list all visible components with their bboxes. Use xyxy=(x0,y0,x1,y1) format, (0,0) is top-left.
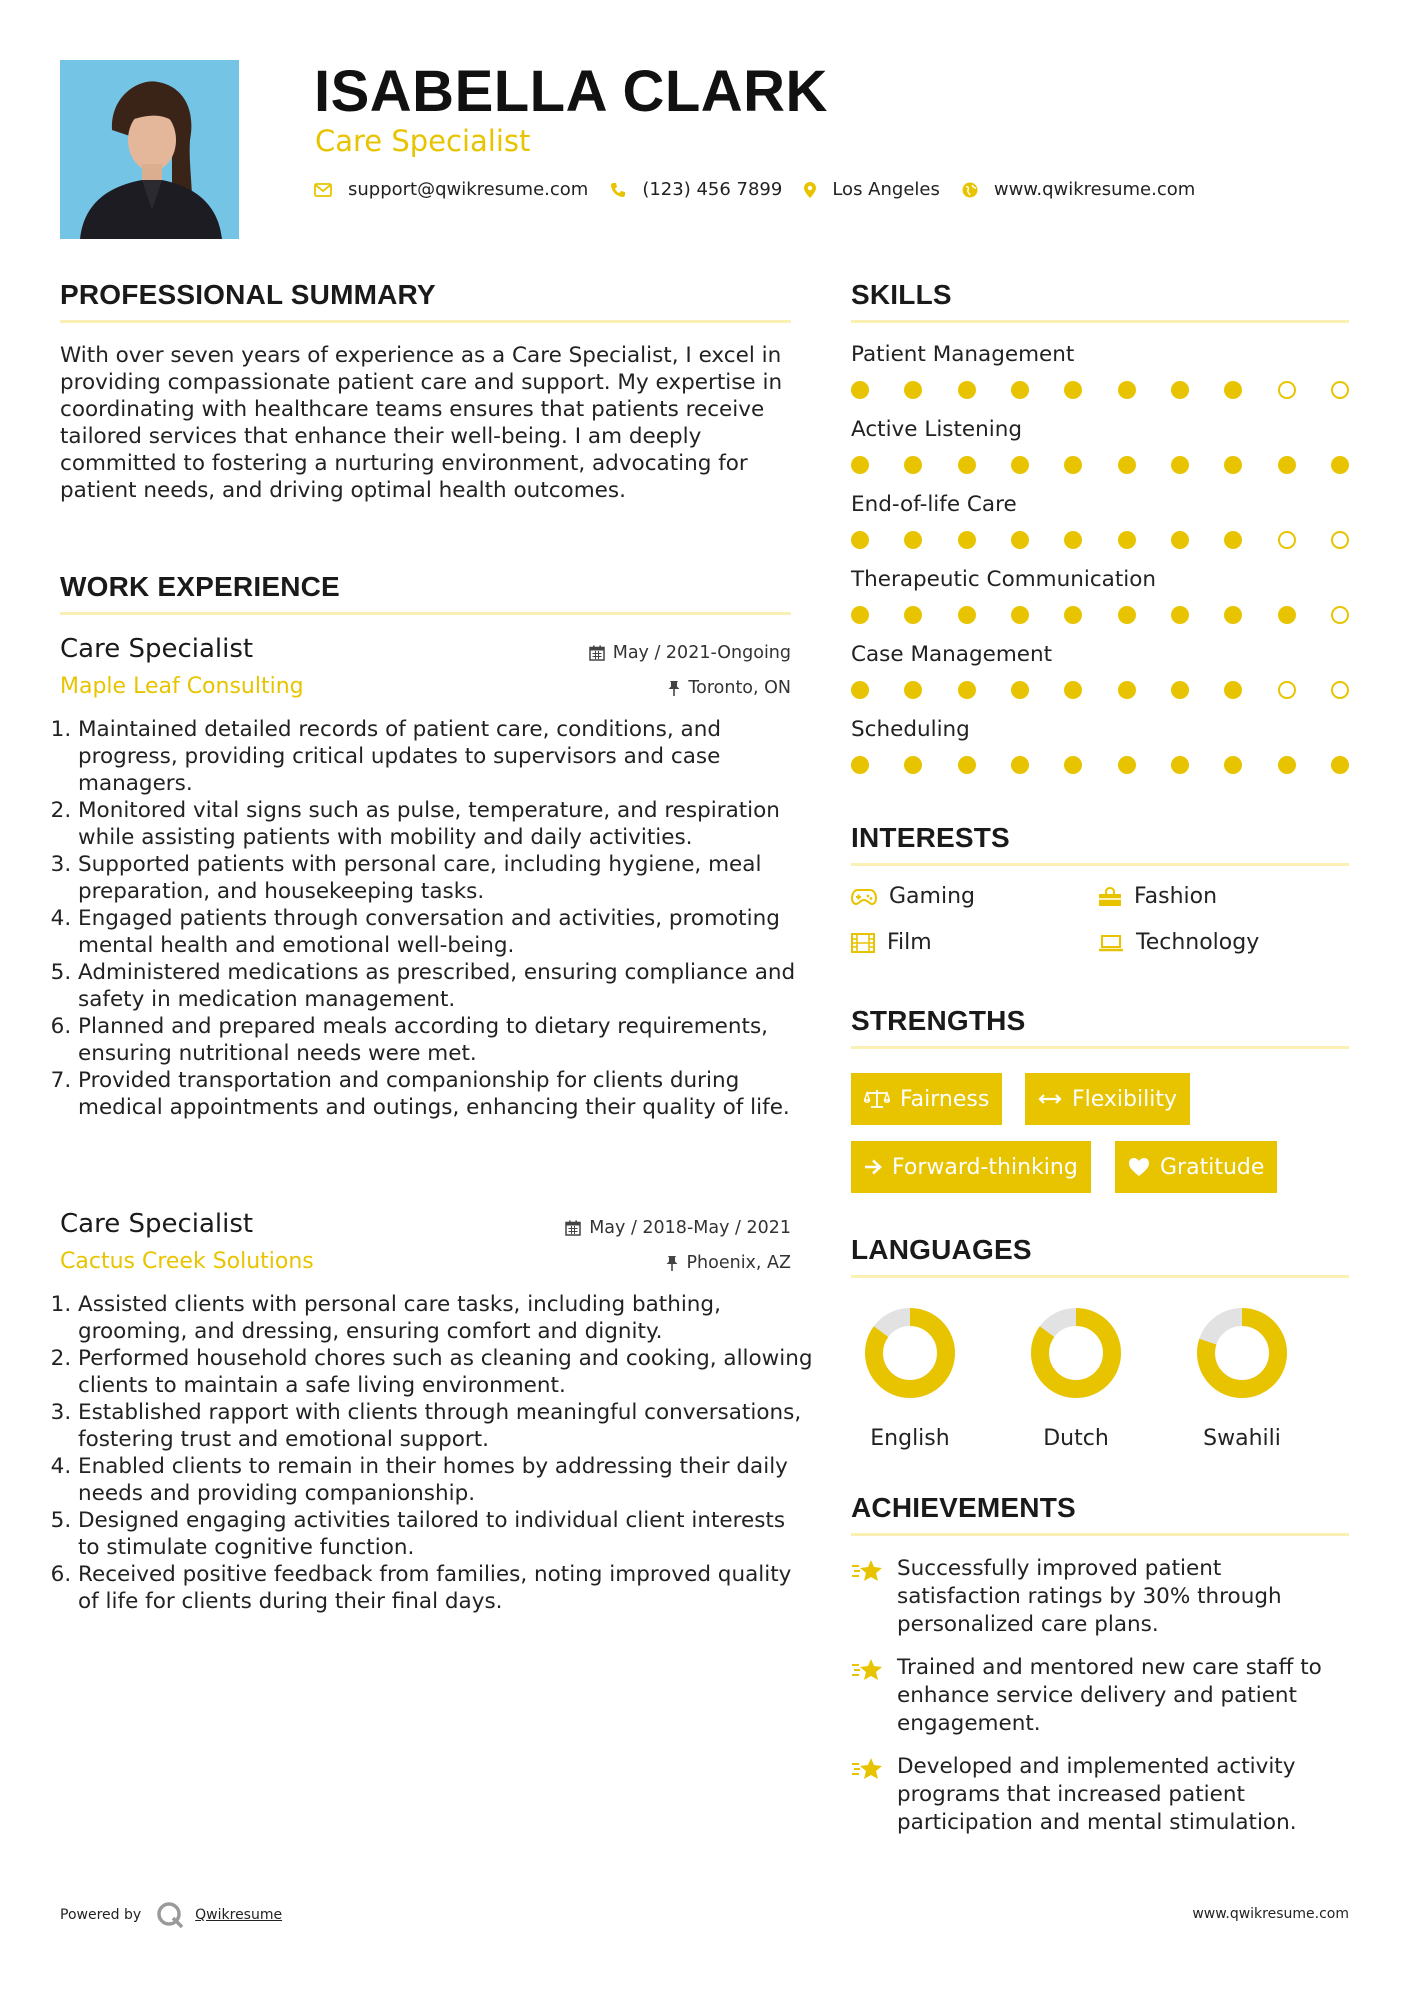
shooting-star-icon xyxy=(851,1755,885,1783)
qwikresume-link[interactable]: Qwikresume xyxy=(195,1907,283,1923)
list-item: 7. Provided transportation and companionship for clients during medical appointments and outings, enhancing their quality of life. xyxy=(78,1067,813,1121)
skill-dot-filled xyxy=(1171,606,1189,624)
skill-dot-empty xyxy=(1331,531,1349,549)
list-item: 4. Engaged patients through conversation and activities, promoting mental health and emotional well-being. xyxy=(78,905,813,959)
skill-dot-filled xyxy=(1171,381,1189,399)
calendar-icon xyxy=(589,645,605,661)
skill-dot-filled xyxy=(958,606,976,624)
summary-divider xyxy=(60,320,791,323)
experience-divider xyxy=(60,612,791,615)
achievement-item xyxy=(851,1753,1351,1837)
heart-icon xyxy=(1128,1157,1150,1177)
envelope-icon xyxy=(314,183,332,197)
interest-label: Technology xyxy=(1136,930,1260,955)
strengths-heading: STRENGTHS xyxy=(851,1005,1026,1036)
language-name: Swahili xyxy=(1203,1426,1281,1451)
languages-heading: LANGUAGES xyxy=(851,1234,1032,1265)
skill-rating xyxy=(851,680,1349,700)
powered-by-text: Powered by xyxy=(60,1907,142,1923)
shooting-star-icon xyxy=(851,1557,885,1585)
summary-heading: PROFESSIONAL SUMMARY xyxy=(60,279,436,310)
company-name: Cactus Creek Solutions xyxy=(60,1249,314,1274)
strengths-divider xyxy=(851,1046,1349,1049)
skill-dot-filled xyxy=(1118,381,1136,399)
interest-item xyxy=(851,930,932,955)
interest-label: Gaming xyxy=(889,884,975,909)
skill-dot-filled xyxy=(1011,456,1029,474)
skill-dot-filled xyxy=(1224,456,1242,474)
laptop-icon xyxy=(1098,934,1124,952)
skill-dot-empty xyxy=(1331,606,1349,624)
skill-dot-filled xyxy=(1224,756,1242,774)
calendar-icon xyxy=(565,1220,581,1236)
skill-dot-filled xyxy=(1278,606,1296,624)
experience-heading: WORK EXPERIENCE xyxy=(60,571,340,602)
skill-dot-empty xyxy=(1331,681,1349,699)
skills-divider xyxy=(851,320,1349,323)
pushpin-icon xyxy=(666,1255,678,1271)
skill-dot-filled xyxy=(1064,606,1082,624)
language-item xyxy=(1187,1308,1297,1451)
skill-dot-filled xyxy=(958,531,976,549)
skill-dot-filled xyxy=(851,381,869,399)
language-item xyxy=(1021,1308,1131,1451)
skill-dot-filled xyxy=(904,456,922,474)
skill-dot-filled xyxy=(1118,606,1136,624)
skill-dot-filled xyxy=(1064,756,1082,774)
interest-label: Fashion xyxy=(1134,884,1218,909)
skill-dot-filled xyxy=(1064,456,1082,474)
language-proficiency-ring xyxy=(865,1308,955,1398)
candidate-title: Care Specialist xyxy=(315,124,531,158)
skill-dot-filled xyxy=(958,681,976,699)
skill-dot-filled xyxy=(851,756,869,774)
shopping-bag-icon xyxy=(1098,887,1122,907)
skill-dot-filled xyxy=(1118,456,1136,474)
skill-dot-filled xyxy=(851,681,869,699)
skill-dot-filled xyxy=(1118,531,1136,549)
phone-icon xyxy=(610,182,626,198)
list-item: 5. Designed engaging activities tailored to individual client interests to stimulate cognitive function. xyxy=(78,1507,813,1561)
skill-dot-filled xyxy=(904,531,922,549)
skill-dot-filled xyxy=(958,756,976,774)
job-title: Care Specialist xyxy=(60,634,254,664)
skill-dot-filled xyxy=(904,681,922,699)
contact-website[interactable] xyxy=(962,179,1195,200)
globe-icon xyxy=(962,182,978,198)
footer-powered-by xyxy=(60,1900,282,1930)
skill-rating xyxy=(851,530,1349,550)
job-duties-list xyxy=(60,1291,813,1615)
strength-label: Flexibility xyxy=(1072,1086,1177,1112)
interest-label: Film xyxy=(887,930,932,955)
skill-dot-filled xyxy=(1171,681,1189,699)
skill-name: Patient Management xyxy=(851,342,1075,367)
skill-dot-filled xyxy=(1064,681,1082,699)
film-icon xyxy=(851,933,875,953)
strength-chip xyxy=(1025,1073,1190,1125)
location-text: Los Angeles xyxy=(832,179,940,200)
skill-dot-filled xyxy=(904,606,922,624)
strength-label: Fairness xyxy=(900,1086,990,1112)
skill-dot-filled xyxy=(1118,756,1136,774)
skill-dot-filled xyxy=(1331,756,1349,774)
strength-label: Gratitude xyxy=(1160,1154,1265,1180)
profile-photo xyxy=(60,60,239,239)
list-item: 2. Performed household chores such as cleaning and cooking, allowing clients to maintain a safe living environment. xyxy=(78,1345,813,1399)
email-text: support@qwikresume.com xyxy=(348,179,589,200)
pushpin-icon xyxy=(668,680,680,696)
skill-dot-filled xyxy=(1011,681,1029,699)
language-name: English xyxy=(870,1426,950,1451)
job-location xyxy=(666,1253,791,1273)
strength-chip xyxy=(851,1141,1091,1193)
list-item: 6. Received positive feedback from families, noting improved quality of life for clients during their final days. xyxy=(78,1561,813,1615)
website-text: www.qwikresume.com xyxy=(993,179,1196,200)
map-pin-icon xyxy=(804,182,816,198)
avatar xyxy=(60,60,239,239)
candidate-name: ISABELLA CLARK xyxy=(314,59,828,124)
skill-dot-empty xyxy=(1331,381,1349,399)
skill-dot-filled xyxy=(1064,531,1082,549)
skill-dot-filled xyxy=(1171,756,1189,774)
job-dates-text: May / 2018-May / 2021 xyxy=(589,1218,791,1238)
interests-divider xyxy=(851,863,1349,866)
list-item: 3. Established rapport with clients through meaningful conversations, fostering trust and emotional support. xyxy=(78,1399,813,1453)
achievement-text: Trained and mentored new care staff to enhance service delivery and patient engagement. xyxy=(897,1655,1322,1736)
achievement-text: Developed and implemented activity programs that increased patient participation and mental stimulation. xyxy=(897,1754,1297,1835)
skill-dot-empty xyxy=(1278,531,1296,549)
skill-dot-filled xyxy=(1011,606,1029,624)
arrows-horizontal-icon xyxy=(1038,1092,1062,1106)
phone-text: (123) 456 7899 xyxy=(642,179,783,200)
skill-dot-filled xyxy=(1064,381,1082,399)
achievements-divider xyxy=(851,1533,1349,1536)
job-dates xyxy=(565,1218,791,1238)
job-dates xyxy=(589,643,791,663)
skill-dot-filled xyxy=(1224,531,1242,549)
skill-name: Active Listening xyxy=(851,417,1023,442)
language-name: Dutch xyxy=(1043,1426,1109,1451)
skills-heading: SKILLS xyxy=(851,279,952,310)
gamepad-icon xyxy=(851,888,877,906)
job-duties-list xyxy=(60,716,813,1121)
shooting-star-icon xyxy=(851,1656,885,1684)
skill-rating xyxy=(851,455,1349,475)
languages-divider xyxy=(851,1275,1349,1278)
language-proficiency-ring xyxy=(1031,1308,1121,1398)
skill-dot-filled xyxy=(1171,456,1189,474)
contact-bar xyxy=(314,179,1217,200)
skill-dot-filled xyxy=(1224,681,1242,699)
interests-heading: INTERESTS xyxy=(851,822,1010,853)
achievement-item xyxy=(851,1555,1351,1639)
list-item: 6. Planned and prepared meals according to dietary requirements, ensuring nutritional needs were met. xyxy=(78,1013,813,1067)
achievements-heading: ACHIEVEMENTS xyxy=(851,1492,1076,1523)
skill-dot-empty xyxy=(1278,381,1296,399)
skill-dot-filled xyxy=(904,381,922,399)
skill-dot-filled xyxy=(1224,606,1242,624)
job-location xyxy=(668,678,791,698)
strength-chip xyxy=(851,1073,1002,1125)
skill-dot-filled xyxy=(958,456,976,474)
list-item: 4. Enabled clients to remain in their homes by addressing their daily needs and providing companionship. xyxy=(78,1453,813,1507)
skill-dot-filled xyxy=(1331,456,1349,474)
qwikresume-logo-icon xyxy=(155,1900,185,1930)
strength-label: Forward-thinking xyxy=(892,1154,1078,1180)
skill-rating xyxy=(851,605,1349,625)
contact-email[interactable] xyxy=(314,179,588,200)
balance-scale-icon xyxy=(864,1089,890,1109)
language-item xyxy=(855,1308,965,1451)
footer-website[interactable]: www.qwikresume.com xyxy=(1192,1906,1349,1922)
arrow-right-icon xyxy=(864,1159,882,1175)
strength-chip xyxy=(1115,1141,1277,1193)
interest-item xyxy=(1098,930,1259,955)
skill-rating xyxy=(851,380,1349,400)
skill-name: Scheduling xyxy=(851,717,970,742)
skill-name: End-of-life Care xyxy=(851,492,1017,517)
skill-dot-filled xyxy=(851,456,869,474)
achievement-item xyxy=(851,1654,1351,1738)
skill-dot-filled xyxy=(1171,531,1189,549)
job-location-text: Toronto, ON xyxy=(688,678,791,698)
company-name: Maple Leaf Consulting xyxy=(60,674,304,699)
list-item: 5. Administered medications as prescribed, ensuring compliance and safety in medication management. xyxy=(78,959,813,1013)
summary-text: With over seven years of experience as a Care Specialist, I excel in providing compassionate patient care and support. My expertise in coordinating with healthcare teams ensures that patients receive tailored services that enhance their well-being. I am deeply committed to fostering a nurturing environment, advocating for patient needs, and driving optimal health outcomes. xyxy=(60,343,783,503)
skill-dot-filled xyxy=(1278,456,1296,474)
language-proficiency-ring xyxy=(1197,1308,1287,1398)
skill-dot-filled xyxy=(904,756,922,774)
skill-dot-filled xyxy=(1011,531,1029,549)
skill-dot-filled xyxy=(1118,681,1136,699)
achievement-text: Successfully improved patient satisfaction ratings by 30% through personalized care plans. xyxy=(897,1556,1282,1637)
skill-name: Therapeutic Communication xyxy=(851,567,1157,592)
skill-dot-empty xyxy=(1278,681,1296,699)
skill-dot-filled xyxy=(958,381,976,399)
skill-name: Case Management xyxy=(851,642,1053,667)
skill-rating xyxy=(851,755,1349,775)
contact-location xyxy=(804,179,940,200)
skill-dot-filled xyxy=(851,531,869,549)
skill-dot-filled xyxy=(1278,756,1296,774)
skill-dot-filled xyxy=(1011,381,1029,399)
contact-phone[interactable] xyxy=(610,179,782,200)
interest-item xyxy=(1098,884,1217,909)
skill-dot-filled xyxy=(1224,381,1242,399)
list-item: 1. Assisted clients with personal care tasks, including bathing, grooming, and dressing, ensuring comfort and dignity. xyxy=(78,1291,813,1345)
job-title: Care Specialist xyxy=(60,1209,254,1239)
list-item: 3. Supported patients with personal care, including hygiene, meal preparation, and housekeeping tasks. xyxy=(78,851,813,905)
list-item: 1. Maintained detailed records of patient care, conditions, and progress, providing critical updates to supervisors and case managers. xyxy=(78,716,813,797)
job-dates-text: May / 2021-Ongoing xyxy=(612,643,791,663)
skill-dot-filled xyxy=(1011,756,1029,774)
skill-dot-filled xyxy=(851,606,869,624)
list-item: 2. Monitored vital signs such as pulse, temperature, and respiration while assisting patients with mobility and daily activities. xyxy=(78,797,813,851)
interest-item xyxy=(851,884,975,909)
job-location-text: Phoenix, AZ xyxy=(686,1253,791,1273)
